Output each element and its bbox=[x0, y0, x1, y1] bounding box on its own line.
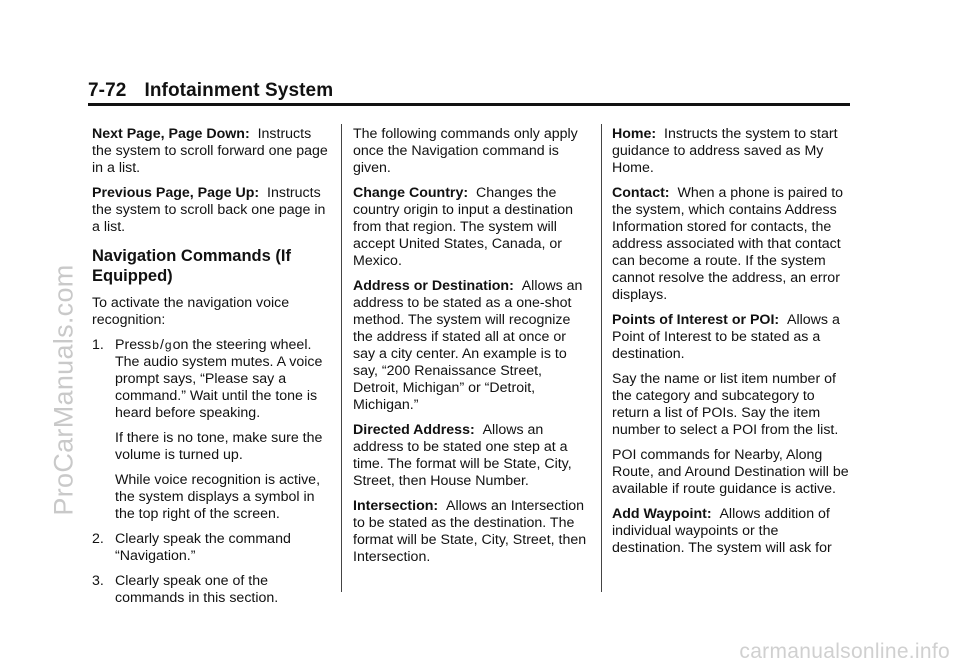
term-contact: Contact: bbox=[612, 185, 670, 201]
bottom-watermark: carmanualsonline.info bbox=[739, 640, 950, 663]
term-previous-page: Previous Page, Page Up: bbox=[92, 185, 260, 201]
desc-add-waypoint: Allows addition of individual waypoints or the destination. The system will ask for bbox=[612, 506, 832, 556]
desc-previous-page: Instructs the system to scroll back one page in a list. bbox=[92, 185, 326, 235]
voice-recognition-icon: g bbox=[164, 338, 172, 352]
section-title: Infotainment System bbox=[144, 80, 334, 101]
step-1 bbox=[92, 337, 330, 422]
intro-text: To activate the navigation voice recognition: bbox=[92, 295, 290, 328]
paragraph-poi bbox=[612, 312, 852, 363]
term-add-waypoint: Add Waypoint: bbox=[612, 506, 712, 522]
term-directed-address: Directed Address: bbox=[353, 422, 475, 438]
paragraph-directed-address bbox=[353, 422, 591, 490]
step-1-note-symbol: While voice recognition is active, the system displays a symbol in the top right of the screen. bbox=[115, 472, 321, 522]
desc-poi: Allows a Point of Interest to be stated as a destination. bbox=[612, 312, 840, 362]
paragraph-poi-list: Say the name or list item number of the category and subcategory to return a list of POIs. Say the item number to select a POI from the list. bbox=[612, 371, 839, 438]
step-press-text: Press bbox=[115, 337, 152, 353]
paragraph-add-waypoint bbox=[612, 506, 852, 557]
step-2-text: Clearly speak the command “Navigation.” bbox=[115, 531, 291, 564]
term-poi: Points of Interest or POI: bbox=[612, 312, 780, 328]
slash-separator: / bbox=[159, 337, 164, 353]
term-next-page: Next Page, Page Down: bbox=[92, 126, 250, 142]
desc-next-page: Instructs the system to scroll forward one page in a list. bbox=[92, 126, 328, 176]
page-number: 7-72 bbox=[88, 80, 127, 101]
desc-address-destination: Allows an address to be stated as a one-shot method. The system will recognize the address if stated all at once or say a city center. An example is to say, “200 Renaissance Street, Detroit, Michigan” or “Detroit, Michigan.” bbox=[353, 278, 583, 413]
paragraph-intersection bbox=[353, 498, 591, 566]
push-to-talk-icon: b bbox=[152, 338, 159, 352]
column-2 bbox=[353, 126, 591, 574]
step-number: 1. bbox=[92, 337, 104, 353]
step-3 bbox=[92, 573, 330, 607]
section-heading: Navigation Commands (If Equipped) bbox=[92, 247, 291, 285]
paragraph-address-destination bbox=[353, 278, 591, 414]
step-number: 2. bbox=[92, 531, 104, 547]
step-number: 3. bbox=[92, 573, 104, 589]
desc-directed-address: Allows an address to be stated one step at a time. The format will be State, City, Street, then House Number. bbox=[353, 422, 572, 489]
page-header bbox=[88, 80, 333, 102]
term-address-destination: Address or Destination: bbox=[353, 278, 514, 294]
side-watermark: ProCarManuals.com bbox=[48, 264, 79, 516]
paragraph-previous-page bbox=[92, 185, 330, 236]
paragraph-change-country bbox=[353, 185, 591, 270]
term-home: Home: bbox=[612, 126, 657, 142]
column-divider bbox=[601, 124, 602, 592]
column-divider bbox=[341, 124, 342, 592]
paragraph-poi-commands: POI commands for Nearby, Along Route, and Around Destination will be available if route guidance is active. bbox=[612, 447, 849, 497]
desc-contact: When a phone is paired to the system, which contains Address Information stored for contacts, the address associated with that contact can become a route. If the system cannot resolve the address, an error displays. bbox=[612, 185, 844, 303]
desc-home: Instructs the system to start guidance to address saved as My Home. bbox=[612, 126, 838, 176]
desc-change-country: Changes the country origin to input a destination from that region. The system will accept United States, Canada, or Mexico. bbox=[353, 185, 574, 269]
step-1-note-tone: If there is no tone, make sure the volume is turned up. bbox=[115, 430, 323, 463]
header-rule bbox=[88, 103, 850, 106]
term-change-country: Change Country: bbox=[353, 185, 469, 201]
paragraph-next-page bbox=[92, 126, 330, 177]
desc-intersection: Allows an Intersection to be stated as the destination. The format will be State, City, Street, then Intersection. bbox=[353, 498, 587, 565]
step-2 bbox=[92, 531, 330, 565]
column-3 bbox=[612, 126, 852, 565]
paragraph-contact bbox=[612, 185, 852, 304]
paragraph-home bbox=[612, 126, 852, 177]
step-1-text: on the steering wheel. The audio system mutes. A voice prompt says, “Please say a command.” Wait until the tone is heard before speaking. bbox=[115, 337, 323, 421]
paragraph-intro: The following commands only apply once the Navigation command is given. bbox=[353, 126, 578, 176]
column-1 bbox=[92, 126, 330, 615]
term-intersection: Intersection: bbox=[353, 498, 439, 514]
step-3-text: Clearly speak one of the commands in this section. bbox=[115, 573, 279, 606]
